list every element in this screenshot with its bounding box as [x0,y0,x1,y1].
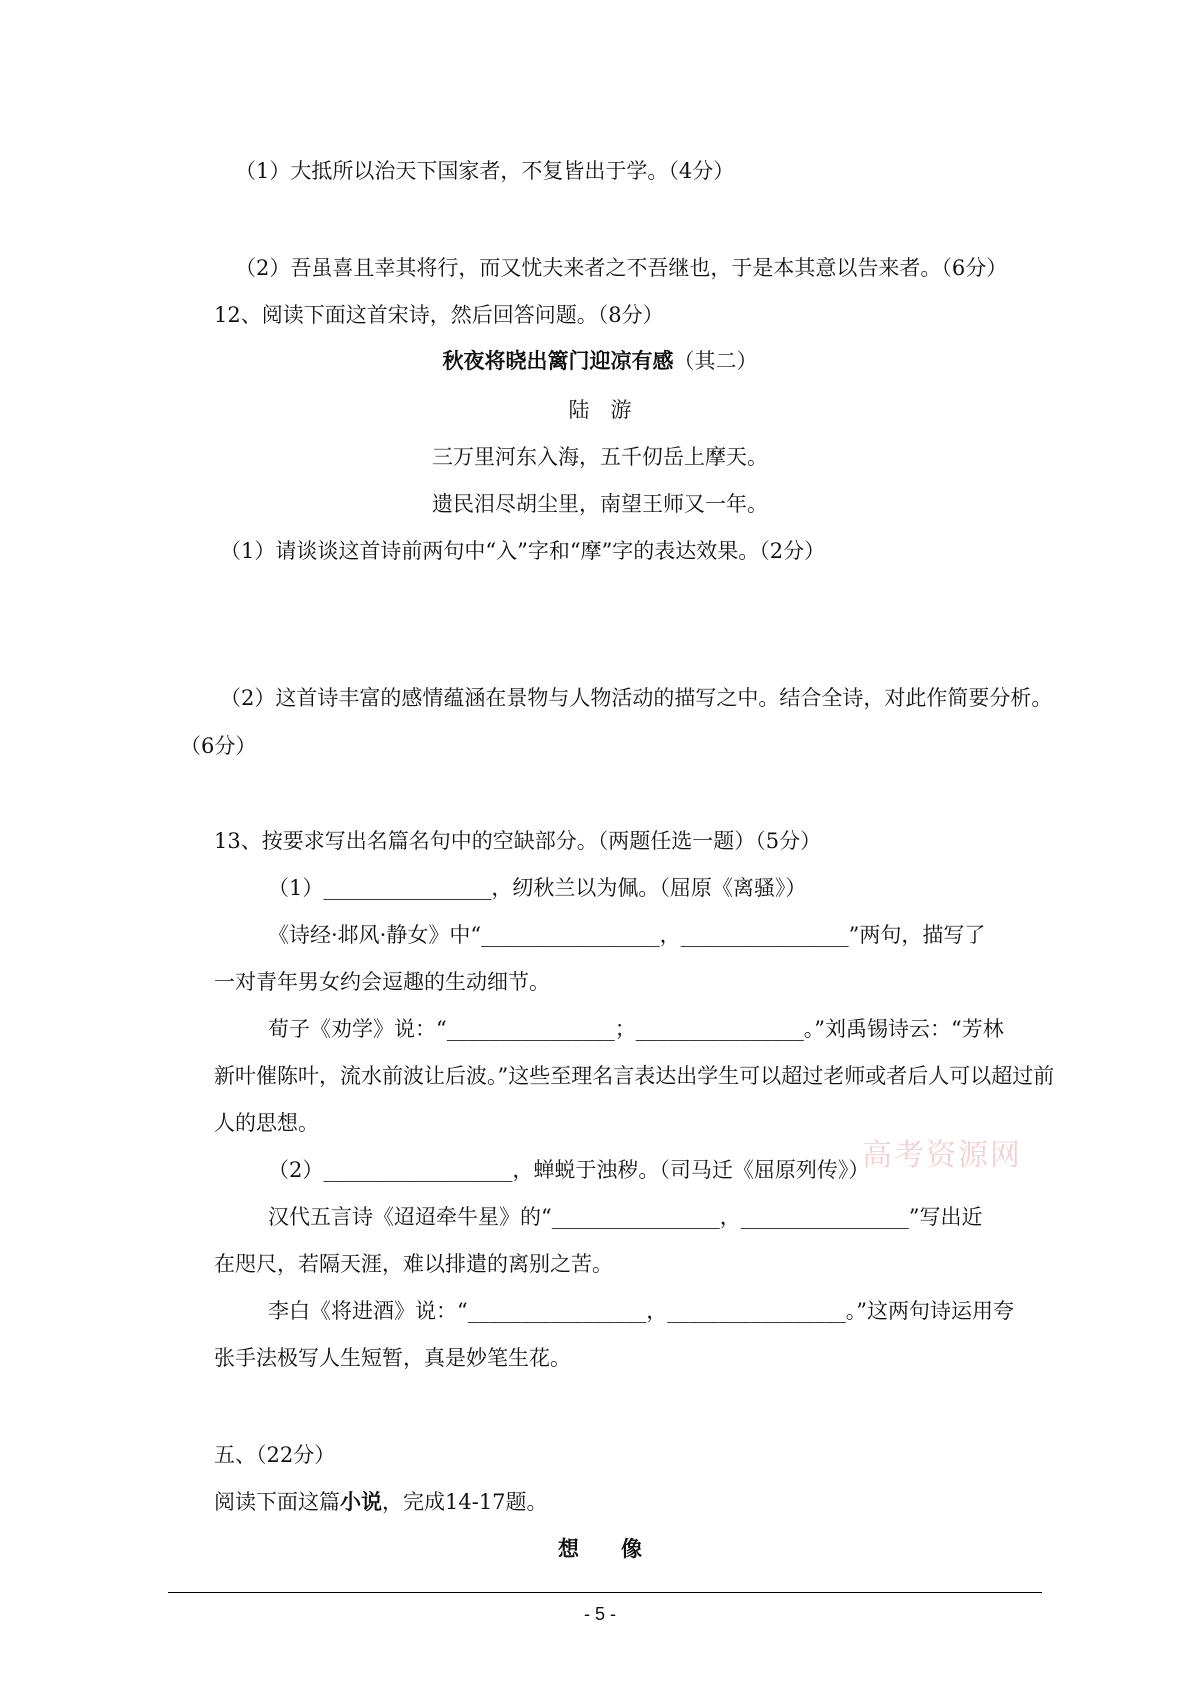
question-11-2: （2）吾虽喜且幸其将行，而又忧夫来者之不吾继也，于是本其意以告来者。（6分） [235,256,1008,280]
poem-title-text: 秋夜将晓出篱门迎凉有感 [442,348,674,373]
question-13-2b: 汉代五言诗《迢迢牵牛星》的“________________，________________”写出近 [268,1205,983,1229]
question-13-1a: （1）________________，纫秋兰以为佩。（屈原《离骚》） [268,876,807,900]
question-13-1c: 一对青年男女约会逗趣的生动细节。 [214,970,550,994]
section-5-intro-a: 阅读下面这篇 [214,1490,340,1514]
section-5-heading: 五、（22分） [214,1443,336,1467]
question-12-2b: （6分） [180,734,257,758]
question-12-1: （1）请谈谈这首诗前两句中“入”字和“摩”字的表达效果。（2分） [220,539,826,563]
question-13-2a: （2）__________________，蝉蜕于浊秽。（司马迁《屈原列传》） [268,1158,870,1182]
page-number: - 5 - [583,1604,616,1624]
poem-author: 陆 游 [568,398,632,422]
story-title: 想 像 [558,1536,642,1561]
section-5-intro-b: 小说 [340,1489,382,1514]
section-5-intro [214,1488,548,1516]
question-13-2d: 李白《将进酒》说：“_________________，_________________。”这两句诗运用夸 [268,1299,1014,1323]
footer-rule [168,1592,1042,1593]
question-13-2c: 在咫尺，若隔天涯，难以排遣的离别之苦。 [214,1252,613,1276]
question-13-1b: 《诗经·邶风·静女》中“_________________，________________”两句，描写了 [268,923,986,947]
question-13-1d: 荀子《劝学》说：“________________；________________。”刘禹锡诗云：“芳林 [268,1017,1004,1041]
section-5-intro-c: ，完成14-17题。 [382,1490,548,1514]
question-12-2a: （2）这首诗丰富的感情蕴涵在景物与人物活动的描写之中。结合全诗，对此作简要分析。 [220,686,1053,710]
question-11-1: （1）大抵所以治天下国家者，不复皆出于学。（4分） [235,159,735,183]
poem-title-suffix: （其二） [673,349,758,373]
question-13: 13、按要求写出名篇名句中的空缺部分。（两题任选一题）（5分） [214,829,822,853]
question-12: 12、阅读下面这首宋诗，然后回答问题。（8分） [214,303,664,327]
poem-line-2: 遗民泪尽胡尘里，南望王师又一年。 [432,492,768,516]
poem-title-line [0,347,1200,375]
watermark: 高考资源网 [862,1138,1022,1173]
question-13-1e: 新叶催陈叶，流水前波让后波。”这些至理名言表达出学生可以超过老师或者后人可以超过前 [214,1064,1055,1088]
question-13-2e: 张手法极写人生短暂，真是妙笔生花。 [214,1346,571,1370]
poem-line-1: 三万里河东入海，五千仞岳上摩天。 [432,445,768,469]
question-13-1f: 人的思想。 [214,1111,319,1135]
